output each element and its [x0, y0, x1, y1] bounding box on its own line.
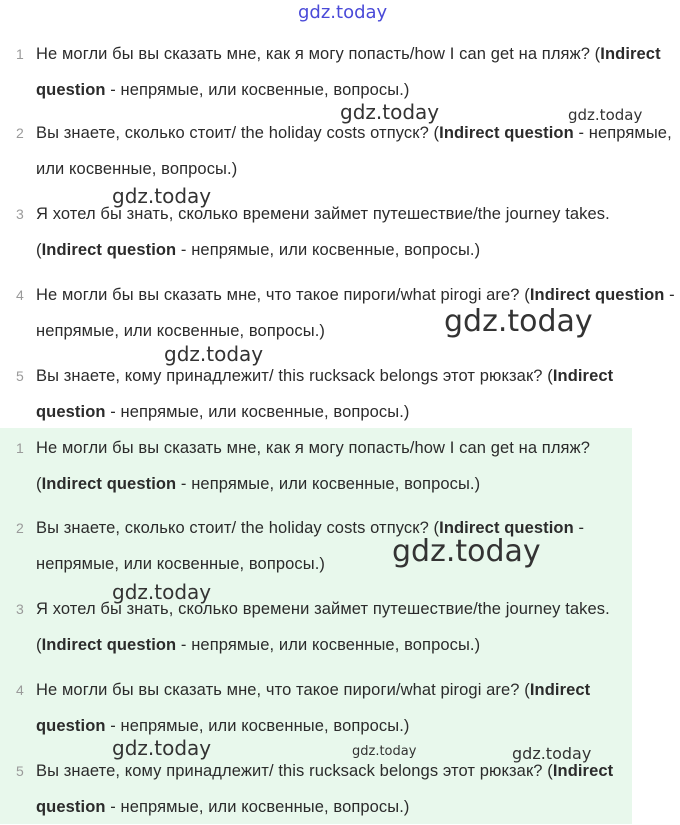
answer-list-highlighted	[0, 428, 632, 824]
term: Indirect question	[439, 519, 574, 537]
watermark: gdz.today	[512, 744, 592, 763]
item-number: 5	[16, 763, 24, 779]
watermark: gdz.today	[392, 534, 541, 569]
item-text: Вы знаете, кому принадлежит/ this rucksack belongs этот рюкзак? (Indirect question - непрямые, или косвенные, вопросы.)	[36, 367, 614, 421]
term: Indirect question	[41, 475, 177, 493]
watermark: gdz.today	[352, 744, 417, 759]
item-text: Не могли бы вы сказать мне, что такое пироги/what pirogi are? (Indirect question - непрямые, или косвенные, вопросы.)	[36, 681, 591, 735]
term: Indirect question	[41, 636, 177, 654]
item-number: 3	[16, 206, 24, 222]
item-text: Не могли бы вы сказать мне, как я могу попасть/how I can get на пляж? (Indirect question - непрямые, или косвенные, вопросы.)	[36, 45, 661, 99]
item-number: 2	[16, 520, 24, 536]
item-text: Вы знаете, кому принадлежит/ this rucksack belongs этот рюкзак? (Indirect question - непрямые, или косвенные, вопросы.)	[36, 762, 614, 816]
term: Indirect question	[36, 45, 661, 99]
watermark: gdz.today	[298, 2, 388, 23]
item-number: 2	[16, 125, 24, 141]
item-text: Вы знаете, сколько стоит/ the holiday costs отпуск? (Indirect question - непрямые, или косвенные, вопросы.)	[36, 124, 672, 178]
term: Indirect question	[36, 367, 614, 421]
term: Indirect question	[439, 124, 574, 142]
watermark: gdz.today	[112, 580, 212, 604]
watermark: gdz.today	[568, 106, 643, 124]
term: Indirect question	[41, 241, 177, 259]
item-text: Я хотел бы знать, сколько времени займет путешествие/the journey takes. (Indirect question - непрямые, или косвенные, вопросы.)	[36, 205, 610, 259]
term: Indirect question	[36, 762, 614, 816]
watermark: gdz.today	[112, 184, 212, 208]
term: Indirect question	[529, 286, 665, 304]
item-number: 1	[16, 46, 24, 62]
item-number: 1	[16, 440, 24, 456]
item-number: 4	[16, 682, 24, 698]
item-text: Не могли бы вы сказать мне, как я могу попасть/how I can get на пляж? (Indirect question - непрямые, или косвенные, вопросы.)	[36, 439, 591, 493]
item-number: 5	[16, 368, 24, 384]
watermark: gdz.today	[340, 100, 440, 124]
item-text: Вы знаете, сколько стоит/ the holiday costs отпуск? (Indirect question - непрямые, или косвенные, вопросы.)	[36, 519, 585, 573]
item-text: Я хотел бы знать, сколько времени займет путешествие/the journey takes. (Indirect question - непрямые, или косвенные, вопросы.)	[36, 600, 610, 654]
term: Indirect question	[36, 681, 591, 735]
watermark: gdz.today	[444, 304, 593, 339]
answer-list-plain	[0, 28, 680, 426]
item-number: 3	[16, 601, 24, 617]
item-number: 4	[16, 287, 24, 303]
item-text: Не могли бы вы сказать мне, что такое пироги/what pirogi are? (Indirect question - непрямые, или косвенные, вопросы.)	[36, 286, 675, 340]
watermark: gdz.today	[164, 342, 264, 366]
watermark: gdz.today	[112, 736, 212, 760]
